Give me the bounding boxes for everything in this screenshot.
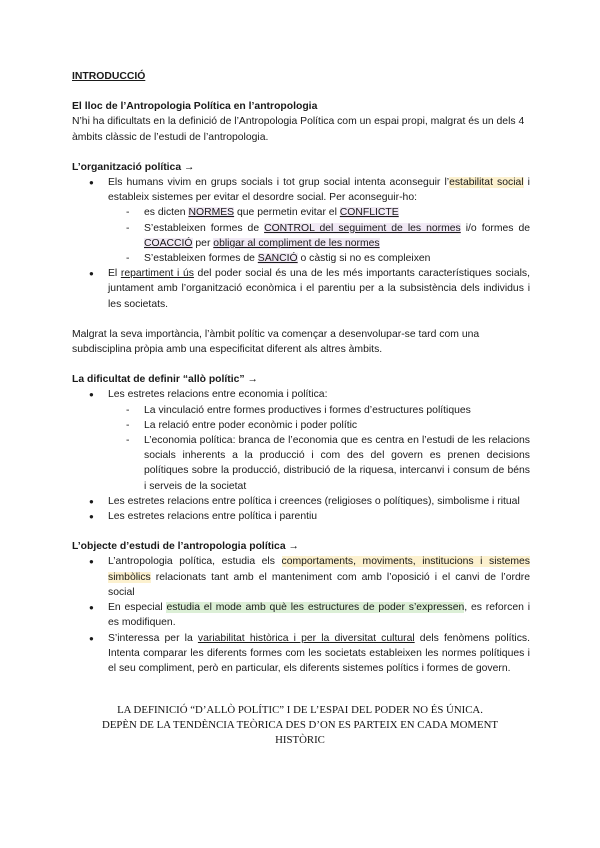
term-obligar: obligar al compliment de les normes [213,237,380,249]
highlight-comportaments: comportaments, moviments, institucions i sistemes simbòlics [108,556,530,583]
list-item: - La vinculació entre formes productives i formes d’estructures polítiques [108,403,530,418]
list-item: ● L’antropologia política, estudia els comportaments, moviments, institucions i sistemes simbòlics relacionats tant amb el manteniment com amb l’oposició i el canvi de l’ordre social [72,554,530,600]
page-title: INTRODUCCIÓ [72,71,146,82]
section-heading-organitzacio: L’organització política → [72,161,195,173]
list-item: - La relació entre poder econòmic i poder polític [108,418,530,433]
term-variabilitat: variabilitat històrica i per la diversitat cultural [197,632,415,644]
list-item: - L’economia política: branca de l’economia que es centra en l’estudi de les relacions socials inherents a la producció i com des del govern es prenen decisions polítiques sobre la producció, distribució de la riquesa, intercanvi i consum de béns i serveis de la societat [108,433,530,494]
bullet-list-dificultat [72,387,530,524]
intro-paragraph: N’hi ha dificultats en la definició de l’Antropologia Política com un espai propi, malgrat és un dels 4 àmbits clàssic de l’estudi de l’antropologia. [72,116,525,143]
list-item: - es dicten NORMES que permetin evitar el CONFLICTE [108,205,530,220]
term-sancio: SANCIÓ [257,253,298,265]
list-item: - S’estableixen formes de CONTROL del seguiment de les normes i/o formes de COACCIÓ per obligar al compliment de les normes [108,221,530,251]
term-normes: NORMES [188,207,235,219]
highlight-estabilitat: estabilitat social [449,177,524,189]
dash-list [108,205,530,266]
list-item: ● S’interessa per la variabilitat històrica i per la diversitat cultural dels fenòmens polítics. Intenta comparar les diferents formes com les societats estableixen les normes polítiques i el seu compliment, però en particular, els diferents sistemes polítics i formes de govern. [72,631,530,677]
list-item: ● El repartiment i ús del poder social és una de les més importants característiques socials, juntament amb l’organització econòmica i el parentiu per a la subsistència dels individus i les societats. [72,266,530,312]
section-heading-lloc: El lloc de l’Antropologia Política en l’antropologia [72,101,318,113]
list-item: ● Les estretes relacions entre economia i política: - La vinculació entre formes productives i formes d’estructures polítiques - La relació entre poder econòmic i poder polític - L’economia política: branca de l’economia que es centra en l’estudi de les relacions socials inherents a la producció i com des del govern es prenen decisions polítiques sobre la producció, distribució de la riquesa, intercanvi i consum de béns i serveis de la societat [72,387,530,493]
section-heading-objecte: L’objecte d’estudi de l’antropologia política → [72,541,299,553]
paragraph-malgrat: Malgrat la seva importància, l’àmbit polític va començar a desenvolupar-se tard com una subdisciplina pròpia amb una especificitat diferent als altres àmbits. [72,328,480,356]
list-item: ● Els humans vivim en grups socials i tot grup social intenta aconseguir l’estabilitat social i estableix sistemes per evitar el desordre social. Per aconseguir-ho: - es dicten NORMES que permetin evitar el CONFLICTE - S’estableixen formes de CONTROL del seguiment de les normes i/o formes de COACCIÓ per obligar al compliment de les normes - S’estableixen formes de SANCIÓ o càstig si no es compleixen [72,175,530,266]
term-repartiment: repartiment i ús [120,268,194,280]
list-item: - S’estableixen formes de SANCIÓ o càstig si no es compleixen [108,251,530,266]
conclusion-note: LA DEFINICIÓ “D’ALLÒ POLÍTIC” I DE L’ESPAI DEL PODER NO ÉS ÚNICA. DEPÈN DE LA TENDÈNCIA TEÒRICA DES D’ON ES PARTEIX EN CADA MOMENT HISTÒRIC [102,704,498,747]
list-item: ● Les estretes relacions entre política i parentiu [72,509,530,524]
bullet-list-organitzacio [72,175,530,312]
list-item: ● En especial estudia el mode amb què les estructures de poder s’expressen, es reforcen i es modifiquen. [72,600,530,630]
term-conflicte: CONFLICTE [339,207,399,219]
dash-list [108,403,530,494]
bullet-list-objecte [72,554,530,676]
term-control: CONTROL del seguiment de les normes [264,222,461,234]
document-body [72,69,530,676]
term-coaccio: COACCIÓ [144,237,193,249]
section-heading-dificultat: La dificultat de definir “allò polític” → [72,374,258,386]
list-item: ● Les estretes relacions entre política i creences (religioses o polítiques), simbolisme i ritual [72,494,530,509]
highlight-estudia-mode: estudia el mode amb què les estructures de poder s’expressen [166,602,465,614]
